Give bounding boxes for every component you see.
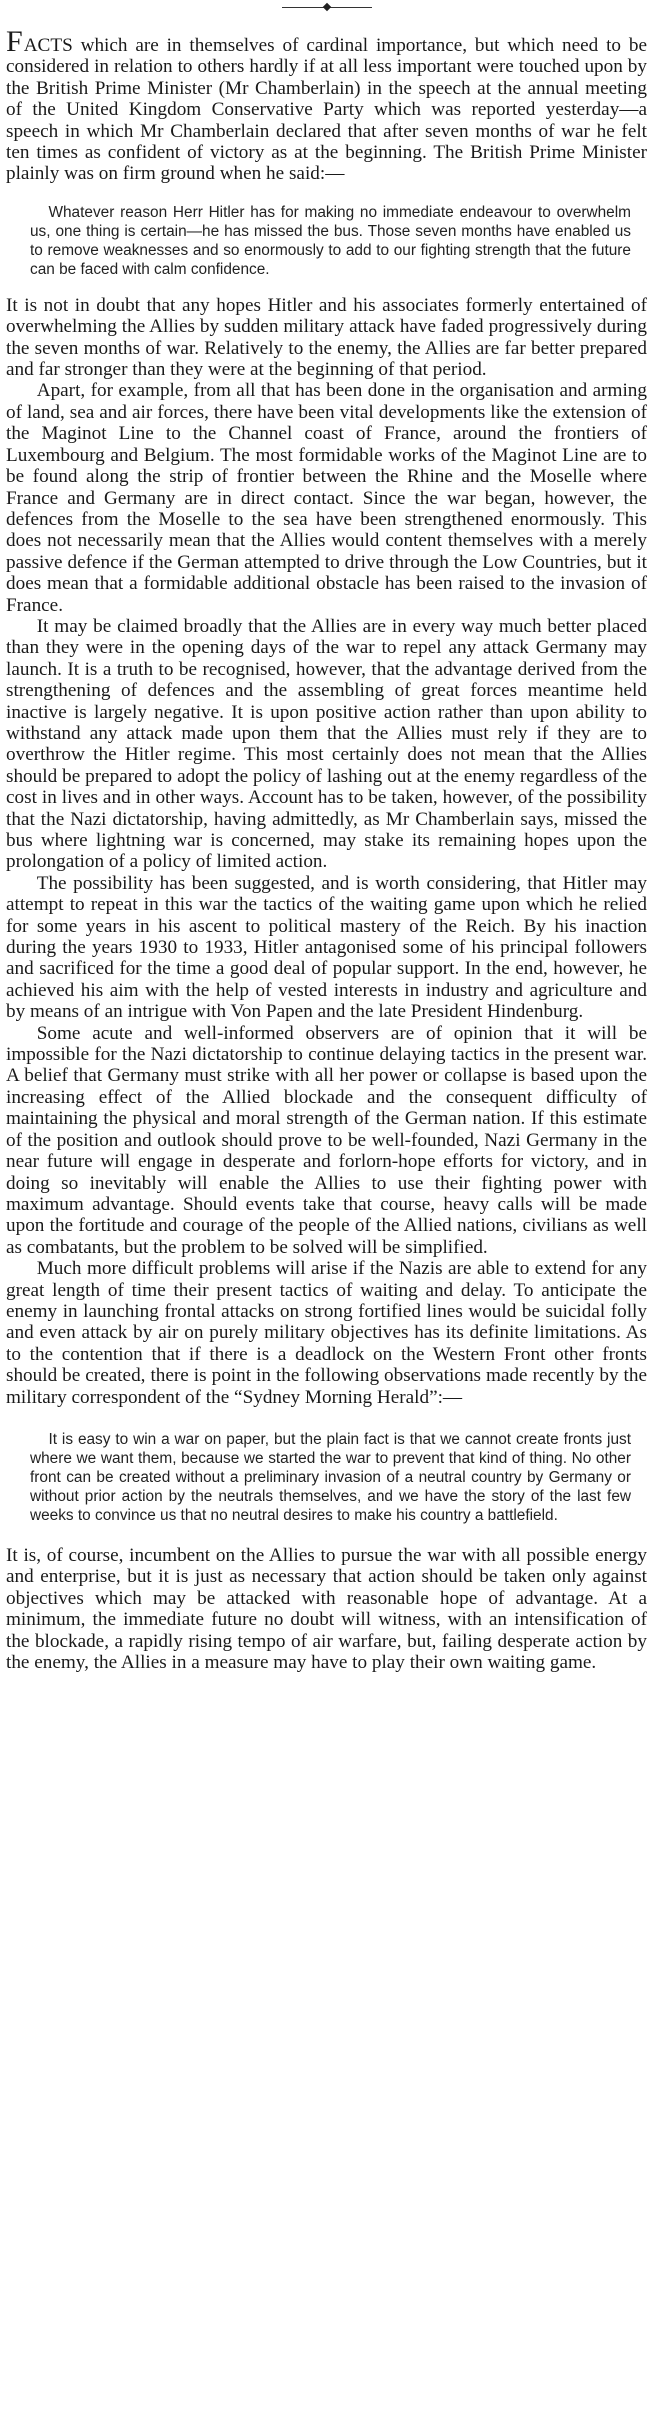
paragraph-delaying-tactics: Some acute and well-informed observers are of opinion that it will be impossible for the Nazi dictatorship to continue delaying tactics in the present war. A belief that Germany must strike with all her power or collapse is based upon the increasing effect of the Allied blockade and the consequent difficulty of maintaining the physical and moral strength of the German nation. If this estimate of the position and outlook should prove to be well-founded, Nazi Germany in the near future will engage in desperate and forlorn-hope efforts for victory, and in doing so inevitably will enable the Allies to use their fighting power with maximum advantage. Should events take that course, heavy calls will be made upon the fortitude and courage of the people of the Allied nations, civilians as well as combatants, but the problem to be solved will be simplified. <box>6 1022 647 1258</box>
intro-paragraph <box>6 25 647 185</box>
header-ornament <box>0 0 653 14</box>
paragraph-maginot-line: Apart, for example, from all that has been done in the organisation and arming of land, sea and air forces, there have been vital developments like the extension of the Maginot Line to the Channel coast of France, around the frontiers of Luxembourg and Belgium. The most formidable works of the Maginot Line are to be found along the strip of frontier between the Rhine and the Moselle where France and Germany are in direct contact. Since the war began, however, the defences from the Moselle to the sea have been strengthened enormously. This does not necessarily mean that the Allies would content themselves with a merely passive defence if the German attempted to drive through the Low Countries, but it does mean that a formidable additional obstacle has been raised to the invasion of France. <box>6 380 647 616</box>
chamberlain-quote: Whatever reason Herr Hitler has for making no immediate endeavour to overwhelm us, one thing is certain—he has missed the bus. Those seven months have enabled us to remove weaknesses and so enormously to add to our fighting strength that the future can be faced with calm confidence. <box>30 203 631 278</box>
paragraph-hopes-faded: It is not in doubt that any hopes Hitler and his associates formerly entertained of overwhelming the Allies by sudden military attack have faded progressively during the seven months of war. Relatively to the enemy, the Allies are far better prepared and far stronger than they were at the beginning of that period. <box>6 294 647 381</box>
paragraph-conclusion: It is, of course, incumbent on the Allies to pursue the war with all possible energy and enterprise, but it is just as necessary that action should be taken only against objectives which may be attacked with reasonable hope of advantage. At a minimum, the immediate future no doubt will witness, with an intensification of the blockade, a rapidly rising tempo of air warfare, but, failing desperate action by the enemy, the Allies in a measure may have to play their own waiting game. <box>6 1544 647 1673</box>
drop-cap: F <box>6 25 24 58</box>
intro-text: ACTS which are in themselves of cardinal importance, but which need to be considered in relation to others hardly if at all less important were touched upon by the British Prime Minister (Mr Chamberlain) in the speech at the annual meeting of the United Kingdom Conservative Party which was reported yesterday—a speech in which Mr Chamberlain declared that after seven months of war he felt ten times as confident of victory as at the beginning. The British Prime Minister plainly was on firm ground when he said:— <box>6 35 647 185</box>
ornament-diamond <box>322 2 330 10</box>
paragraph-positive-action: It may be claimed broadly that the Allies are in every way much better placed than they were in the opening days of the war to repel any attack Germany may launch. It is a truth to be recognised, however, that the advantage derived from the strengthening of defences and the assembling of great forces meantime held inactive is largely negative. It is upon positive action rather than upon ability to withstand any attack made upon them that the Allies must rely if they are to overthrow the Hitler regime. This most certainly does not mean that the Allies should be prepared to adopt the policy of lashing out at the enemy regardless of the cost in lives and in other ways. Account has to be taken, however, of the possibility that the Nazi dictatorship, having admittedly, as Mr Chamberlain says, missed the bus where lightning war is concerned, may stake its remaining hopes upon the prolongation of a policy of limited action. <box>6 615 647 873</box>
ornament-rule <box>282 7 372 8</box>
sydney-herald-quote: It is easy to win a war on paper, but the plain fact is that we cannot create fronts just where we want them, because we started the war to prevent that kind of thing. No other front can be created without a preliminary invasion of a neutral country by Germany or without prior action by the neutrals themselves, and we have the story of the last few weeks to convince us that no neutral desires to make his country a battlefield. <box>30 1430 631 1524</box>
editorial-article <box>6 25 647 1673</box>
paragraph-waiting-game: The possibility has been suggested, and is worth considering, that Hitler may attempt to repeat in this war the tactics of the waiting game upon which he relied for some years in his ascent to political mastery of the Reich. By his inaction during the years 1930 to 1933, Hitler antagonised some of his principal followers and sacrificed for the time a good deal of popular support. In the end, however, he achieved his aim with the help of vested interests in industry and agriculture and by means of an intrigue with Von Papen and the late President Hindenburg. <box>6 872 647 1023</box>
paragraph-difficult-problems: Much more difficult problems will arise if the Nazis are able to extend for any great length of time their present tactics of waiting and delay. To anticipate the enemy in launching frontal attacks on strong fortified lines would be suicidal folly and even attack by air on purely military objectives has its definite limitations. As to the contention that if there is a deadlock on the Western Front other fronts should be created, there is point in the following observations made recently by the military correspondent of the “Sydney Morning Herald”:— <box>6 1258 647 1408</box>
